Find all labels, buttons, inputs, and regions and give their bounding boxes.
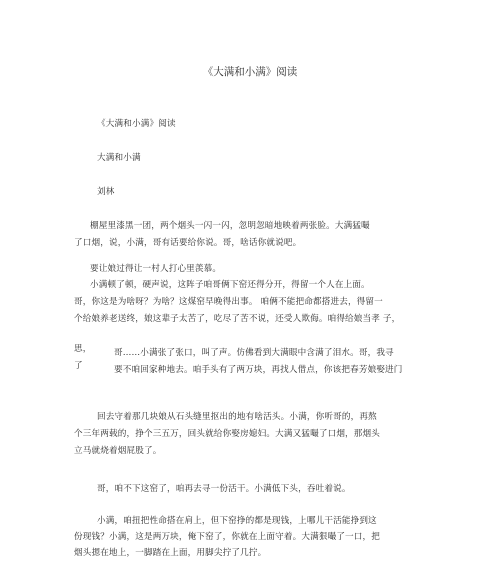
paragraph-line: 棚屋里漆黑一团，两个烟头一闪一闪，忽明忽暗地映着两张脸。大满猛嘬 <box>90 221 370 231</box>
article-heading: 《大满和小满》阅读 <box>97 119 176 129</box>
paragraph-line: 要不咱回家种地去。咱手头有了两万块，再找人借点，你该把春芳娘娶进门 <box>114 365 403 375</box>
document-title: 《大满和小满》阅读 <box>202 66 298 78</box>
paragraph-line: 份现钱？小满，这是两万块，俺下窑了，你就在上面守着。大满狠嘬了一口，把 <box>74 532 381 542</box>
paragraph-line: 哥……小满张了张口，叫了声。仿佛看到大满眼中含满了泪水。哥，我寻 <box>114 348 394 358</box>
paragraph-line: 回去守着那几块娘从石头缝里抠出的地有啥活头。小满，你听哥的，再熬 <box>97 412 377 422</box>
paragraph-line: 哥，咱不下这窑了，咱再去寻一份活干。小满低下头，吞吐着说。 <box>97 484 351 494</box>
paragraph-line: 小满顿了顿，硬声说，这阵子咱哥俩下窑还得分开，得留一个人在上面。 <box>90 280 370 290</box>
story-title: 大满和小满 <box>97 153 141 163</box>
author-name: 刘林 <box>97 187 115 197</box>
left-column-fragment: 了 <box>74 361 83 371</box>
paragraph-line: 立马就烧着烟屁股了。 <box>74 446 162 456</box>
paragraph-line: 了口烟，说，小满，哥有话要给你说。哥，啥话你就说吧。 <box>74 238 302 248</box>
paragraph-line: 小满，咱扭把性命搭在肩上，但下窑挣的都是现钱，上哪儿干活能挣到这 <box>97 516 377 526</box>
paragraph-line: 要让娘过得让一村人打心里羡慕。 <box>90 264 222 274</box>
paragraph-line: 个三年两载的，挣个三五万，回头就给你娶房媳妇。大满又猛嘬了口烟，那烟头 <box>74 429 381 439</box>
paragraph-line: 个给娘养老送终，娘这辈子太苦了，吃尽了苦不说，还受人欺侮。咱得给娘当孝 子， <box>74 314 401 324</box>
paragraph-line: 哥，你这是为啥呀？为啥？这煤窑早晚得出事。 咱俩不能把命都搭进去，得留一 <box>74 297 383 307</box>
paragraph-line: 烟头摁在地上，一脚踏在上面，用脚尖拧了几拧。 <box>74 548 267 558</box>
left-column-fragment: 思， <box>74 344 92 354</box>
